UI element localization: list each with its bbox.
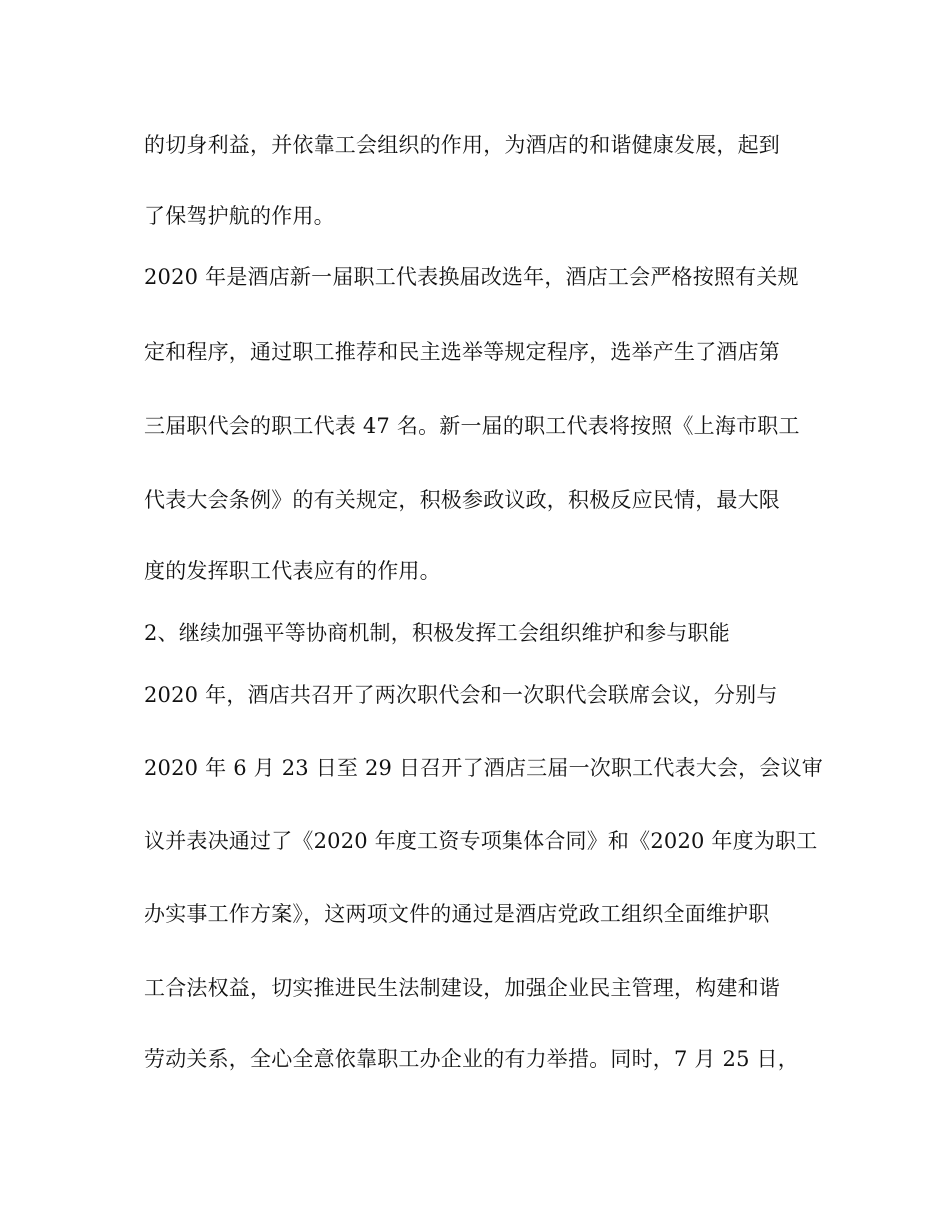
text-line: 代表大会条例》的有关规定，积极参政议政，积极反应民情，最大限 [144,488,780,512]
text-line: 工合法权益，切实推进民生法制建设，加强企业民主管理，构建和谐 [144,976,780,1000]
text-line: 定和程序，通过职工推荐和民主选举等规定程序，选举产生了酒店第 [144,340,780,364]
text-line: 劳动关系，全心全意依靠职工办企业的有力举措。同时，7 月 25 日， [144,1047,799,1071]
text-line: 三届职代会的职工代表 47 名。新一届的职工代表将按照《上海市职工 [144,414,800,438]
text-line: 2020 年 6 月 23 日至 29 日召开了酒店三届一次职工代表大会，会议审 [144,756,823,780]
section-heading: 2、继续加强平等协商机制，积极发挥工会组织维护和参与职能 [144,621,730,645]
text-line: 2020 年是酒店新一届职工代表换届改选年，酒店工会严格按照有关规 [144,265,799,289]
text-line: 了保驾护航的作用。 [144,204,335,228]
text-line: 度的发挥职工代表应有的作用。 [144,559,441,583]
text-line: 办实事工作方案》，这两项文件的通过是酒店党政工组织全面维护职 [144,902,770,926]
text-line: 的切身利益，并依靠工会组织的作用，为酒店的和谐健康发展，起到 [144,133,780,157]
text-line: 2020 年，酒店共召开了两次职代会和一次职代会联席会议，分别与 [144,683,778,707]
text-line: 议并表决通过了《2020 年度工资专项集体合同》和《2020 年度为职工 [144,829,818,853]
